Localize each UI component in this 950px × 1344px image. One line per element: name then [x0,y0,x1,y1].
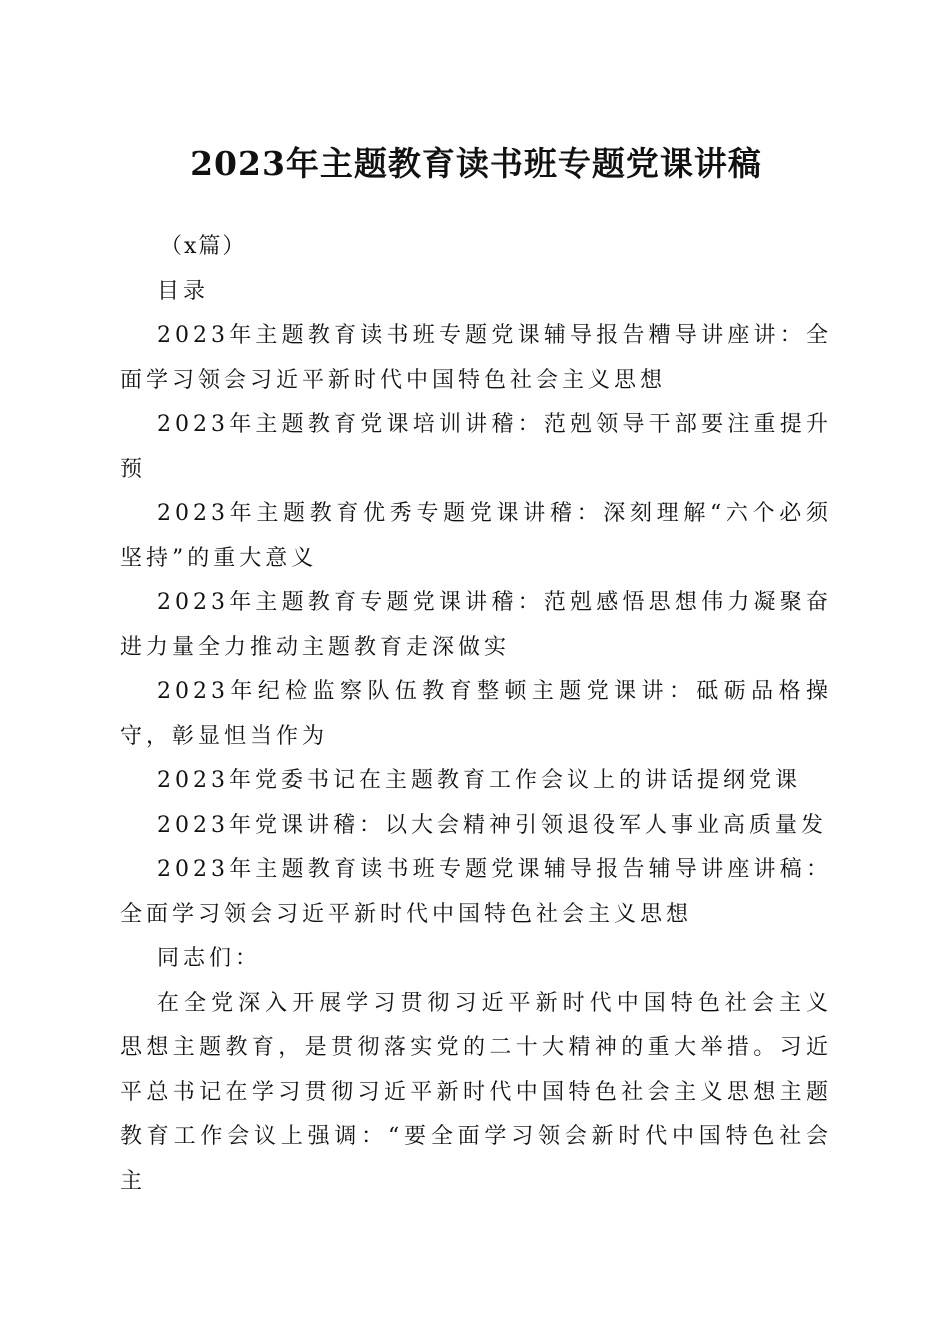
toc-item: 2023年党课讲稽：以大会精神引领退役军人事业高质量发 [157,812,827,838]
toc-item: 2023年主题教育优秀专题党课讲稽：深刻理解“六个必须坚持”的重大意义 [120,501,832,571]
toc-item: 2023年纪检监察队伍教育整顿主题党课讲：砥砺品格操守，彰显怛当作为 [120,679,832,749]
salutation: 同志们： [157,946,262,971]
toc-item: 2023年主题教育党课培训讲稽：范剋领导干部要注重提升预 [120,412,832,482]
toc-item: 2023年党委书记在主题教育工作会议上的讲话提纲党课 [157,768,801,793]
document-subtitle: （x篇） [160,234,247,259]
document-body [120,225,832,1204]
body-paragraph: 在全党深入开展学习贯彻习近平新时代中国特色社会主义思想主题教育，是贯彻落实党的二十大精神的重大举措。习近平总书记在学习贯彻习近平新时代中国特色社会主义思想主题教育工作会议上强调：“要全面学习领会新时代中国特色社会主 [120,990,832,1194]
toc-item: 2023年主题教育读书班专题党课辅导报告糟导讲座讲：全面学习领会习近平新时代中国特色社会主义思想 [120,323,832,393]
toc-item: 2023年主题教育专题党课讲稽：范剋感悟思想伟力凝聚奋进力量全力推动主题教育走深做实 [120,590,832,660]
toc-item: 2023年主题教育读书班专题党课辅导报告辅导讲座讲稿：全面学习领会习近平新时代中国特色社会主义思想 [120,857,832,927]
document-title: 2023年主题教育读书班专题党课讲稿 [190,144,762,183]
toc-heading: 目录 [157,278,210,304]
